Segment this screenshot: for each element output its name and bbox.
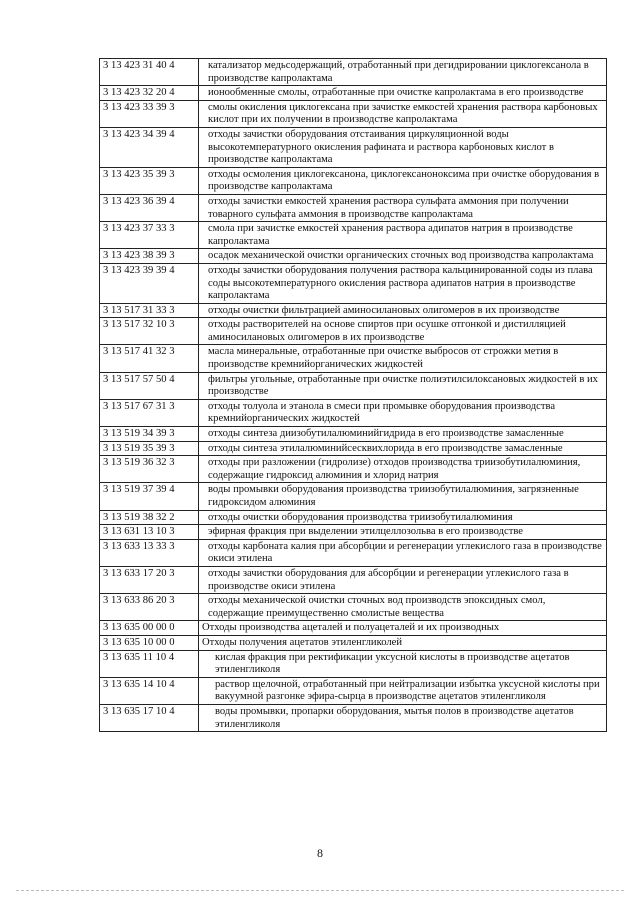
- waste-code-cell: 3 13 635 14 10 4: [100, 677, 199, 704]
- table-row: [100, 249, 607, 264]
- waste-code-cell: 3 13 635 10 00 0: [100, 635, 199, 650]
- table-row: [100, 635, 607, 650]
- waste-description-cell: отходы синтеза диизобутилалюминийгидрида в его производстве замасленные: [199, 427, 607, 442]
- table-row: [100, 222, 607, 249]
- waste-code-table: [99, 58, 607, 732]
- waste-code-cell: 3 13 631 13 10 3: [100, 525, 199, 540]
- table-row: [100, 318, 607, 345]
- waste-code-cell: 3 13 633 17 20 3: [100, 566, 199, 593]
- table-row: [100, 59, 607, 86]
- waste-code-cell: 3 13 423 38 39 3: [100, 249, 199, 264]
- table-row: [100, 677, 607, 704]
- waste-description-cell: фильтры угольные, отработанные при очистке полиэтилсилоксановых жидкостей в их производстве: [199, 372, 607, 399]
- waste-description-cell: отходы очистки фильтрацией аминосилановых олигомеров в их производстве: [199, 303, 607, 318]
- waste-code-table-body: [100, 59, 607, 732]
- waste-description-cell: отходы очистки оборудования производства триизобутилалюминия: [199, 510, 607, 525]
- waste-code-cell: 3 13 517 41 32 3: [100, 345, 199, 372]
- waste-description-cell: воды промывки, пропарки оборудования, мытья полов в производстве ацетатов этиленгликоля: [199, 704, 607, 731]
- waste-description-cell: смола при зачистке емкостей хранения раствора адипатов натрия в производстве капролактама: [199, 222, 607, 249]
- waste-description-cell: отходы механической очистки сточных вод производств эпоксидных смол, содержащие преимущественно смолистые вещества: [199, 594, 607, 621]
- waste-code-cell: 3 13 423 31 40 4: [100, 59, 199, 86]
- waste-code-cell: 3 13 423 37 33 3: [100, 222, 199, 249]
- waste-description-cell: кислая фракция при ректификации уксусной кислоты в производстве ацетатов этиленгликоля: [199, 650, 607, 677]
- waste-code-cell: 3 13 517 31 33 3: [100, 303, 199, 318]
- waste-description-cell: эфирная фракция при выделении этилцеллозольва в его производстве: [199, 525, 607, 540]
- scan-header-mark: [270, 14, 370, 24]
- table-row: [100, 399, 607, 426]
- waste-description-cell: отходы зачистки оборудования отстаивания циркуляционной воды высокотемпературного окисления рафината и раствора карбоновых кислот в производстве капролактама: [199, 127, 607, 167]
- table-row: [100, 525, 607, 540]
- waste-description-cell: отходы зачистки оборудования для абсорбции и регенерации углекислого газа в производстве окиси этилена: [199, 566, 607, 593]
- waste-description-cell: раствор щелочной, отработанный при нейтрализации избытка уксусной кислоты при вакуумной разгонке эфира-сырца в производстве ацетатов этиленгликоля: [199, 677, 607, 704]
- waste-description-cell: отходы при разложении (гидролизе) отходов производства триизобутилалюминия, содержащие гидроксид алюминия и хлорид натрия: [199, 456, 607, 483]
- waste-description-cell: отходы синтеза этилалюминийсесквихлорида в его производстве замасленные: [199, 441, 607, 456]
- table-row: [100, 345, 607, 372]
- waste-code-cell: 3 13 517 57 50 4: [100, 372, 199, 399]
- waste-description-cell: катализатор медьсодержащий, отработанный при дегидрировании циклогексанола в производстве капролактама: [199, 59, 607, 86]
- table-row: [100, 704, 607, 731]
- table-row: [100, 566, 607, 593]
- waste-code-cell: 3 13 519 38 32 2: [100, 510, 199, 525]
- table-row: [100, 303, 607, 318]
- waste-description-cell: отходы зачистки емкостей хранения раствора сульфата аммония при получении товарного сульфата аммония в производстве капролактама: [199, 194, 607, 221]
- waste-code-cell: 3 13 423 32 20 4: [100, 86, 199, 101]
- table-row: [100, 427, 607, 442]
- table-row: [100, 263, 607, 303]
- table-row: [100, 456, 607, 483]
- waste-code-cell: 3 13 635 00 00 0: [100, 621, 199, 636]
- scan-footer-line: [16, 890, 624, 891]
- waste-description-cell: отходы осмоления циклогексанона, циклогексаноноксима при очистке оборудования в производстве капролактама: [199, 167, 607, 194]
- waste-code-cell: 3 13 517 67 31 3: [100, 399, 199, 426]
- table-row: [100, 86, 607, 101]
- waste-code-cell: 3 13 519 36 32 3: [100, 456, 199, 483]
- table-row: [100, 127, 607, 167]
- page-number: 8: [317, 846, 323, 860]
- table-row: [100, 372, 607, 399]
- waste-description-cell: смолы окисления циклогексана при зачистке емкостей хранения раствора карбоновых кислот при их получении в производстве капролактама: [199, 100, 607, 127]
- waste-description-cell: Отходы производства ацеталей и полуацеталей и их производных: [199, 621, 607, 636]
- waste-description-cell: отходы карбоната калия при абсорбции и регенерации углекислого газа в производстве окиси этилена: [199, 539, 607, 566]
- waste-code-cell: 3 13 519 35 39 3: [100, 441, 199, 456]
- waste-code-cell: 3 13 423 39 39 4: [100, 263, 199, 303]
- waste-code-cell: 3 13 635 11 10 4: [100, 650, 199, 677]
- table-row: [100, 100, 607, 127]
- table-row: [100, 650, 607, 677]
- waste-description-cell: отходы зачистки оборудования получения раствора кальцинированной соды из плава соды высокотемпературного окисления раствора адипатов натрия в производстве капролактама: [199, 263, 607, 303]
- waste-description-cell: ионообменные смолы, отработанные при очистке капролактама в его производстве: [199, 86, 607, 101]
- waste-description-cell: осадок механической очистки органических сточных вод производства капролактама: [199, 249, 607, 264]
- waste-code-cell: 3 13 423 36 39 4: [100, 194, 199, 221]
- waste-code-cell: 3 13 633 86 20 3: [100, 594, 199, 621]
- waste-description-cell: отходы растворителей на основе спиртов при осушке отгонкой и дистилляцией аминосилановых олигомеров в их производстве: [199, 318, 607, 345]
- table-row: [100, 167, 607, 194]
- waste-description-cell: Отходы получения ацетатов этиленгликолей: [199, 635, 607, 650]
- waste-description-cell: воды промывки оборудования производства триизобутилалюминия, загрязненные гидроксидом алюминия: [199, 483, 607, 510]
- table-row: [100, 441, 607, 456]
- table-row: [100, 483, 607, 510]
- table-row: [100, 194, 607, 221]
- waste-description-cell: отходы толуола и этанола в смеси при промывке оборудования производства кремнийорганических жидкостей: [199, 399, 607, 426]
- waste-code-cell: 3 13 635 17 10 4: [100, 704, 199, 731]
- table-row: [100, 621, 607, 636]
- table-row: [100, 594, 607, 621]
- waste-code-cell: 3 13 423 33 39 3: [100, 100, 199, 127]
- waste-code-cell: 3 13 519 37 39 4: [100, 483, 199, 510]
- waste-code-cell: 3 13 517 32 10 3: [100, 318, 199, 345]
- waste-code-cell: 3 13 423 34 39 4: [100, 127, 199, 167]
- waste-code-cell: 3 13 519 34 39 3: [100, 427, 199, 442]
- waste-code-cell: 3 13 633 13 33 3: [100, 539, 199, 566]
- waste-code-cell: 3 13 423 35 39 3: [100, 167, 199, 194]
- table-row: [100, 539, 607, 566]
- table-row: [100, 510, 607, 525]
- waste-description-cell: масла минеральные, отработанные при очистке выбросов от строжки метия в производстве кремнийорганических жидкостей: [199, 345, 607, 372]
